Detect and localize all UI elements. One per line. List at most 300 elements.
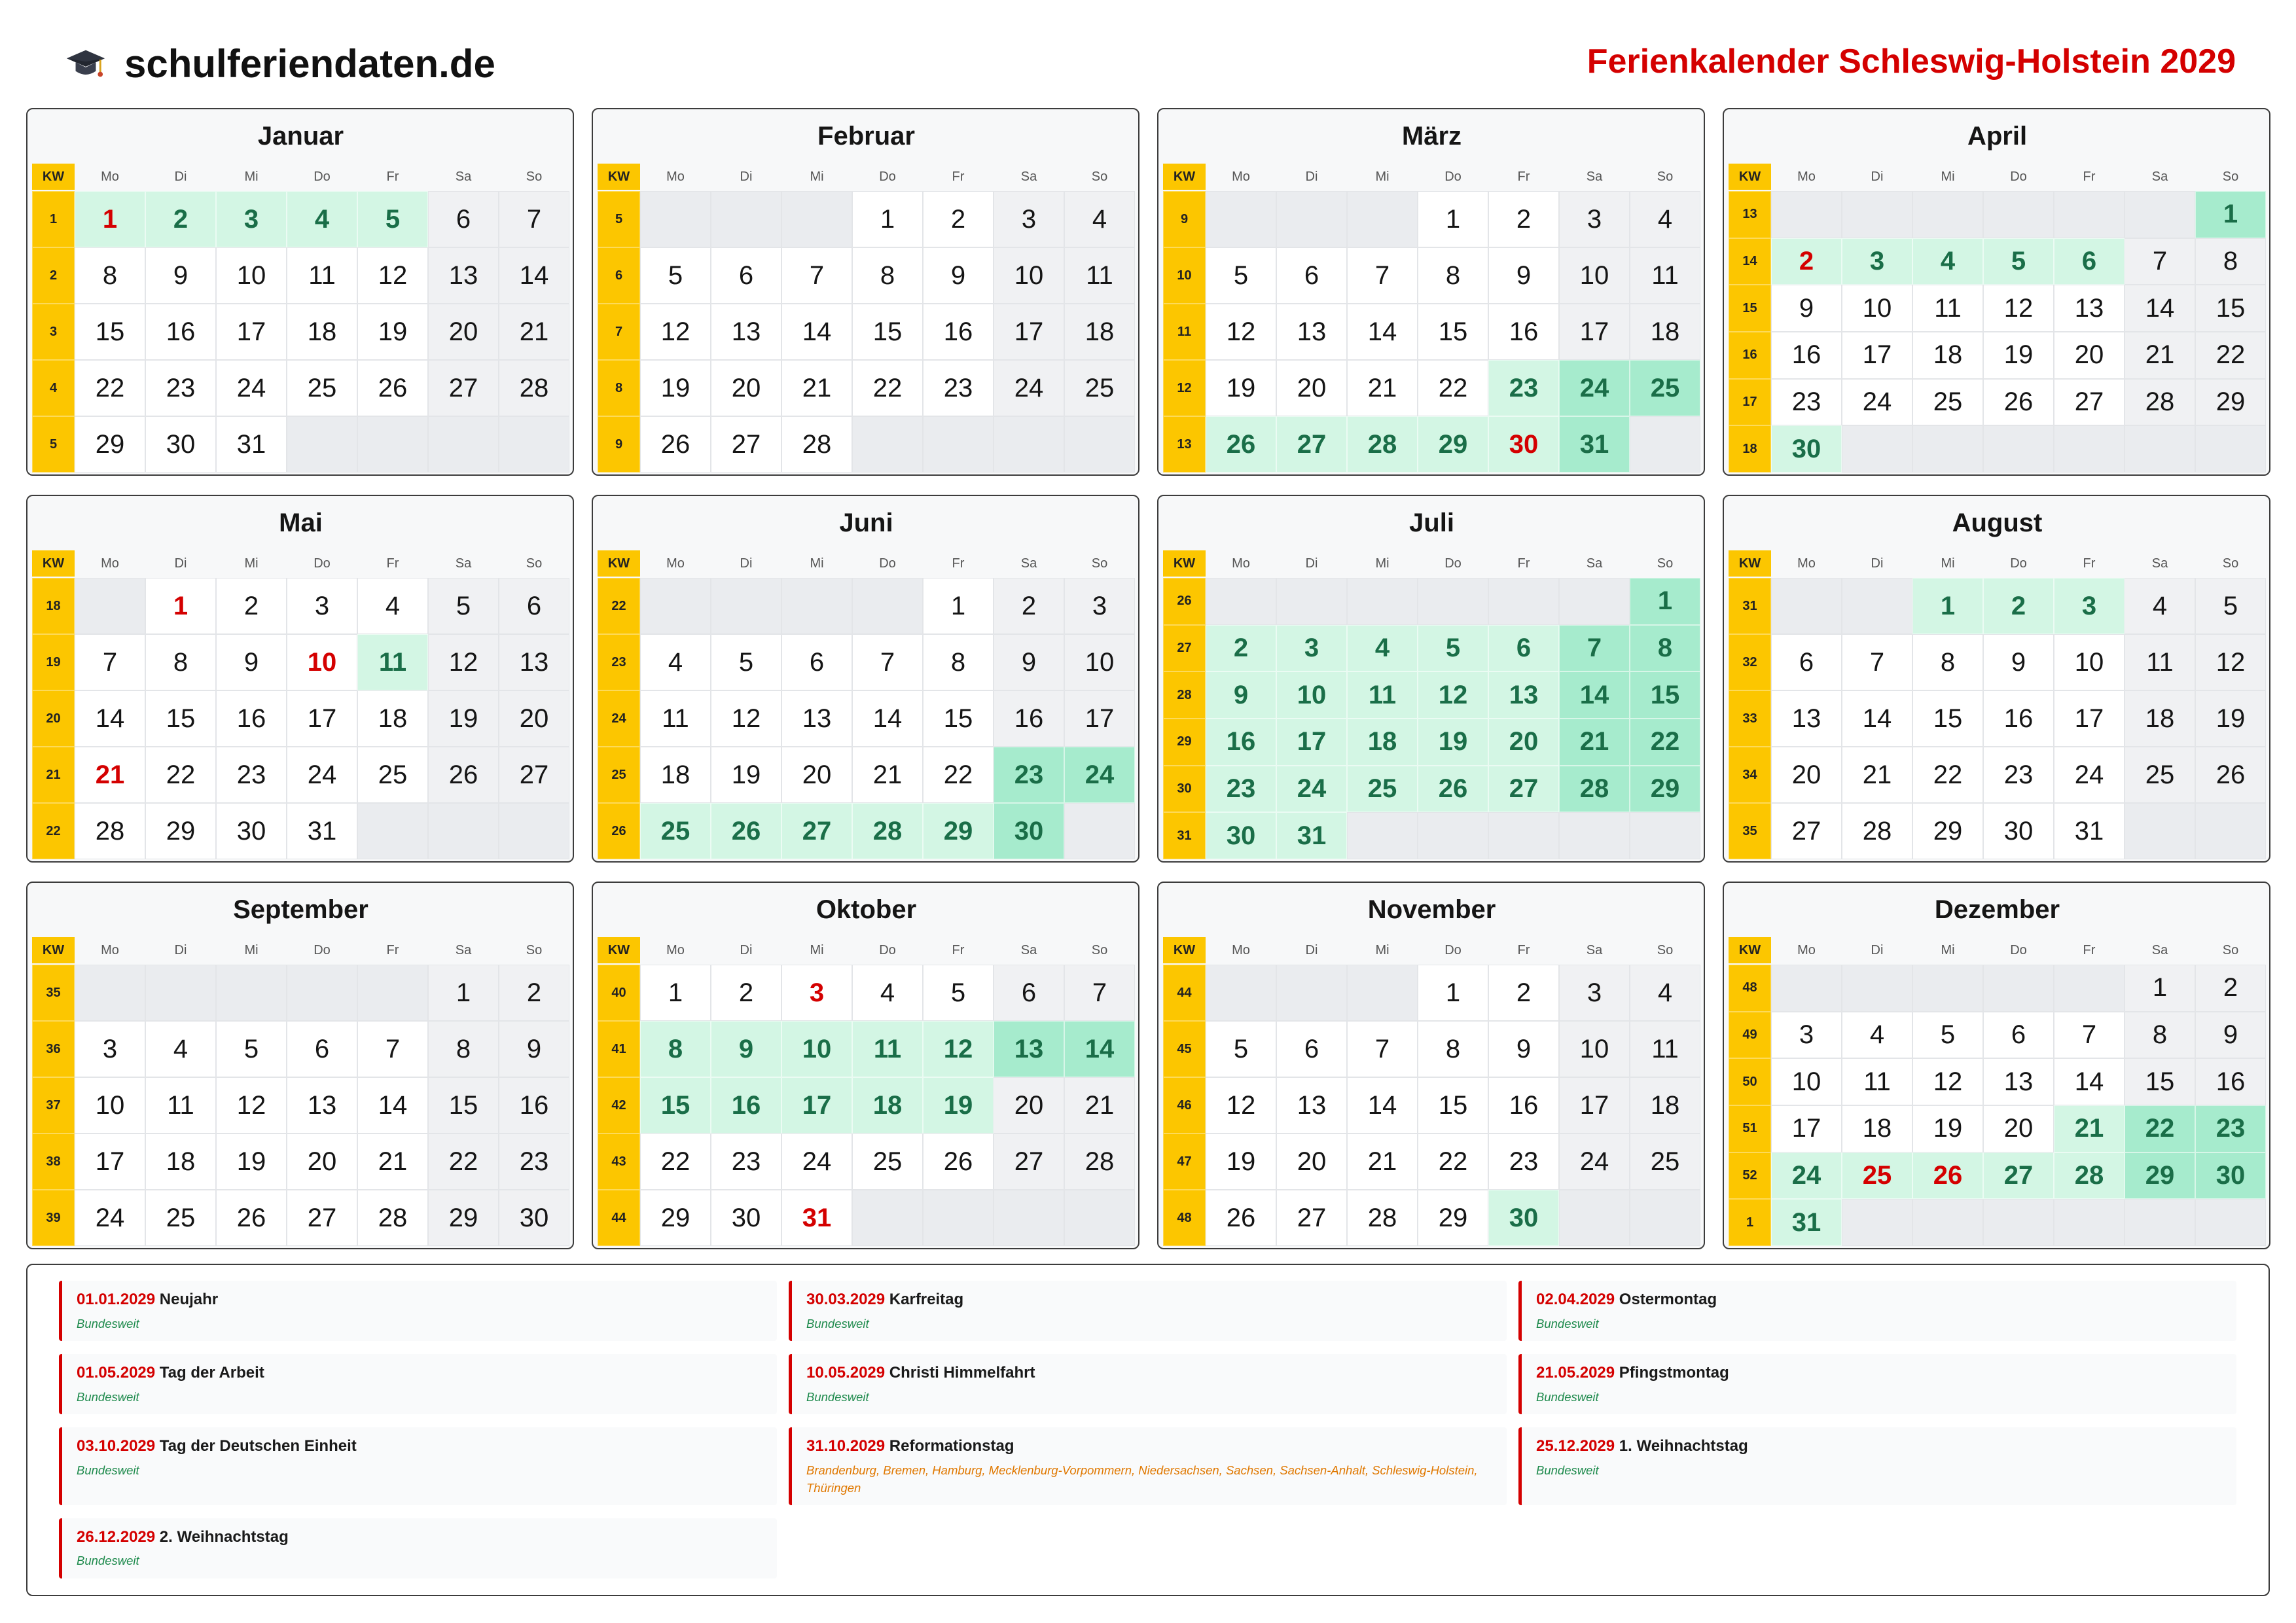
- vacation-day-cell: 29: [2125, 1152, 2195, 1200]
- day-cell: 26: [216, 1190, 287, 1246]
- weekday-header: So: [1657, 942, 1674, 957]
- holiday-heading: [77, 1528, 772, 1546]
- week-number: 35: [1729, 803, 1771, 859]
- day-cell: 25: [1064, 360, 1135, 416]
- day-cell: 8: [1418, 1021, 1488, 1077]
- empty-day-cell: [852, 1190, 923, 1246]
- day-cell: 5: [923, 965, 994, 1021]
- day-cell: 4: [1630, 191, 1700, 247]
- day-cell: 26: [428, 747, 499, 803]
- vacation-day-cell: 15: [640, 1077, 711, 1133]
- empty-day-cell: [1983, 965, 2054, 1012]
- holiday-entry: [1518, 1281, 2236, 1341]
- day-cell: 6: [1771, 634, 1842, 690]
- day-cell: 17: [287, 690, 357, 747]
- day-cell: 16: [1488, 304, 1559, 360]
- day-cell: 22: [1912, 747, 1983, 803]
- weekday-header: Mi: [1375, 942, 1390, 957]
- brand-name: schulferiendaten.de: [124, 42, 495, 86]
- vacation-day-cell: 6: [1488, 625, 1559, 672]
- empty-day-cell: [1276, 965, 1347, 1021]
- public-holiday-day-cell: 10: [287, 634, 357, 690]
- empty-day-cell: [1347, 191, 1418, 247]
- day-cell: 29: [640, 1190, 711, 1246]
- day-cell: 2: [994, 578, 1064, 634]
- weekday-header-row: [32, 550, 569, 577]
- day-cell: 23: [145, 360, 216, 416]
- empty-day-cell: [357, 965, 428, 1021]
- weekday-header-row: [598, 164, 1135, 190]
- day-cell: 21: [357, 1133, 428, 1190]
- day-cell: 5: [216, 1021, 287, 1077]
- day-cell: 16: [499, 1077, 569, 1133]
- day-cell: 21: [1347, 360, 1418, 416]
- month-title: Mai: [279, 508, 323, 537]
- day-cell: 9: [145, 247, 216, 304]
- day-cell: 5: [428, 578, 499, 634]
- day-cell: 23: [1771, 379, 1842, 426]
- empty-day-cell: [2125, 425, 2195, 473]
- holiday-region: Bundesweit: [77, 1316, 139, 1330]
- month-card: [592, 108, 1139, 476]
- day-cell: 12: [2195, 634, 2266, 690]
- day-cell: 14: [499, 247, 569, 304]
- empty-day-cell: [499, 803, 569, 859]
- weekday-header: Fr: [386, 556, 399, 571]
- day-cell: 15: [1418, 1077, 1488, 1133]
- day-cell: 2: [923, 191, 994, 247]
- vacation-day-cell: 26: [1206, 416, 1276, 473]
- weekday-header: Fr: [386, 942, 399, 957]
- day-cell: 29: [1418, 1190, 1488, 1246]
- weekday-header-row: [1163, 937, 1700, 963]
- week-number: 23: [598, 634, 640, 690]
- kw-header: KW: [32, 164, 75, 190]
- month-title: November: [1367, 895, 1496, 924]
- weekday-header: So: [2222, 942, 2239, 957]
- day-cell: 16: [923, 304, 994, 360]
- weekday-header-row: [1729, 550, 2266, 577]
- week-number: 21: [32, 747, 75, 803]
- day-cell: 27: [2054, 379, 2125, 426]
- day-cell: 26: [357, 360, 428, 416]
- holiday-region: Bundesweit: [1536, 1389, 1599, 1404]
- public-holiday-day-cell: 21: [75, 747, 145, 803]
- empty-day-cell: [1842, 425, 1912, 473]
- weekday-header: Di: [1305, 942, 1318, 957]
- day-cell: 2: [216, 578, 287, 634]
- day-cell: 29: [75, 416, 145, 473]
- day-cell: 19: [1206, 1133, 1276, 1190]
- day-cell: 13: [2054, 285, 2125, 332]
- empty-day-cell: [499, 416, 569, 473]
- month-days: [598, 578, 1135, 859]
- day-cell: 17: [1771, 1105, 1842, 1152]
- day-cell: 2: [711, 965, 781, 1021]
- weekday-header: Di: [740, 169, 753, 184]
- day-cell: 26: [923, 1133, 994, 1190]
- weekday-header: Di: [1305, 169, 1318, 184]
- day-cell: 16: [145, 304, 216, 360]
- vacation-day-cell: 11: [852, 1021, 923, 1077]
- day-cell: 8: [923, 634, 994, 690]
- day-cell: 6: [1983, 1012, 2054, 1059]
- day-cell: 3: [75, 1021, 145, 1077]
- vacation-day-cell: 25: [1347, 766, 1418, 813]
- kw-header: KW: [598, 937, 640, 963]
- public-holiday-day-cell: 1: [75, 191, 145, 247]
- day-cell: 4: [145, 1021, 216, 1077]
- week-number: 47: [1163, 1133, 1206, 1190]
- vacation-day-cell: 23: [1206, 766, 1276, 813]
- empty-day-cell: [1347, 578, 1418, 625]
- day-cell: 21: [2125, 332, 2195, 379]
- vacation-day-cell: 24: [1276, 766, 1347, 813]
- day-cell: 17: [1064, 690, 1135, 747]
- holiday-entry: [789, 1427, 1507, 1505]
- day-cell: 1: [2125, 965, 2195, 1012]
- day-cell: 29: [1912, 803, 1983, 859]
- week-number: 10: [1163, 247, 1206, 304]
- weekday-header: So: [2222, 556, 2239, 571]
- empty-day-cell: [1064, 1190, 1135, 1246]
- weekday-header: Fr: [952, 169, 965, 184]
- empty-day-cell: [2195, 1199, 2266, 1246]
- day-cell: 30: [499, 1190, 569, 1246]
- month-days: [1729, 965, 2266, 1246]
- vacation-day-cell: 26: [711, 803, 781, 859]
- weekday-header: Sa: [1586, 556, 1603, 571]
- vacation-day-cell: 5: [1983, 238, 2054, 285]
- week-number: 44: [1163, 965, 1206, 1021]
- month-title: März: [1401, 122, 1462, 151]
- day-cell: 10: [216, 247, 287, 304]
- weekday-header: Do: [2010, 942, 2027, 957]
- week-number: 26: [1163, 578, 1206, 625]
- week-number: 5: [32, 416, 75, 473]
- week-number: 6: [598, 247, 640, 304]
- day-cell: 27: [1771, 803, 1842, 859]
- weekday-header: Mi: [1941, 942, 1955, 957]
- day-cell: 9: [1488, 1021, 1559, 1077]
- day-cell: 1: [640, 965, 711, 1021]
- vacation-day-cell: 21: [1559, 719, 1630, 766]
- vacation-day-cell: 30: [2195, 1152, 2266, 1200]
- vacation-day-cell: 6: [2054, 238, 2125, 285]
- day-cell: 18: [640, 747, 711, 803]
- empty-day-cell: [1206, 965, 1276, 1021]
- day-cell: 5: [2195, 578, 2266, 634]
- day-cell: 13: [499, 634, 569, 690]
- day-cell: 29: [428, 1190, 499, 1246]
- day-cell: 18: [1912, 332, 1983, 379]
- day-cell: 13: [1983, 1058, 2054, 1105]
- vacation-day-cell: 9: [1206, 671, 1276, 719]
- vacation-day-cell: 22: [2125, 1105, 2195, 1152]
- day-cell: 3: [1559, 965, 1630, 1021]
- day-cell: 12: [428, 634, 499, 690]
- weekday-header: Mo: [1797, 556, 1816, 571]
- empty-day-cell: [2125, 803, 2195, 859]
- empty-day-cell: [216, 965, 287, 1021]
- weekday-header: Di: [174, 942, 187, 957]
- day-cell: 21: [852, 747, 923, 803]
- week-number: 1: [32, 191, 75, 247]
- week-number: 17: [1729, 379, 1771, 426]
- weekday-header-row: [1729, 164, 2266, 190]
- day-cell: 19: [2195, 690, 2266, 747]
- vacation-day-cell: 25: [1630, 360, 1700, 416]
- empty-day-cell: [1418, 578, 1488, 625]
- empty-day-cell: [1771, 578, 1842, 634]
- vacation-day-cell: 11: [1347, 671, 1418, 719]
- week-number: 20: [32, 690, 75, 747]
- vacation-day-cell: 13: [994, 1021, 1064, 1077]
- empty-day-cell: [2054, 965, 2125, 1012]
- day-cell: 10: [1064, 634, 1135, 690]
- day-cell: 31: [216, 416, 287, 473]
- day-cell: 22: [923, 747, 994, 803]
- weekday-header: Do: [314, 556, 331, 571]
- week-number: 1: [1729, 1199, 1771, 1246]
- week-number: 5: [598, 191, 640, 247]
- day-cell: 20: [2054, 332, 2125, 379]
- empty-day-cell: [923, 1190, 994, 1246]
- vacation-day-cell: 18: [1347, 719, 1418, 766]
- day-cell: 7: [1347, 247, 1418, 304]
- weekday-header: So: [526, 556, 543, 571]
- day-cell: 10: [1771, 1058, 1842, 1105]
- day-cell: 18: [357, 690, 428, 747]
- weekday-header-row: [598, 550, 1135, 577]
- empty-day-cell: [428, 416, 499, 473]
- day-cell: 10: [1842, 285, 1912, 332]
- day-cell: 22: [75, 360, 145, 416]
- day-cell: 13: [711, 304, 781, 360]
- weekday-header: So: [526, 942, 543, 957]
- vacation-day-cell: 29: [923, 803, 994, 859]
- day-cell: 17: [75, 1133, 145, 1190]
- day-cell: 19: [1912, 1105, 1983, 1152]
- holiday-region: Bundesweit: [806, 1316, 869, 1330]
- empty-day-cell: [2125, 191, 2195, 238]
- day-cell: 29: [145, 803, 216, 859]
- week-number: 50: [1729, 1058, 1771, 1105]
- holiday-name: 1. Weihnachtstag: [1619, 1437, 1748, 1455]
- week-number: 52: [1729, 1152, 1771, 1200]
- weekday-header-row: [1729, 937, 2266, 963]
- day-cell: 7: [852, 634, 923, 690]
- day-cell: 9: [1771, 285, 1842, 332]
- kw-header: KW: [1729, 164, 1771, 190]
- day-cell: 12: [640, 304, 711, 360]
- empty-day-cell: [1488, 578, 1559, 625]
- weekday-header: Di: [1305, 556, 1318, 571]
- empty-day-cell: [1842, 1199, 1912, 1246]
- weekday-header: Fr: [386, 169, 399, 184]
- day-cell: 4: [1842, 1012, 1912, 1059]
- day-cell: 5: [1206, 247, 1276, 304]
- day-cell: 4: [357, 578, 428, 634]
- day-cell: 9: [2195, 1012, 2266, 1059]
- day-cell: 2: [1488, 965, 1559, 1021]
- month-days: [1163, 578, 1700, 859]
- day-cell: 12: [1912, 1058, 1983, 1105]
- weekday-header: Mo: [666, 556, 685, 571]
- day-cell: 27: [428, 360, 499, 416]
- holiday-heading: [1536, 1437, 2231, 1455]
- empty-day-cell: [1630, 1190, 1700, 1246]
- day-cell: 15: [1418, 304, 1488, 360]
- day-cell: 12: [711, 690, 781, 747]
- day-cell: 28: [1347, 1190, 1418, 1246]
- empty-day-cell: [852, 578, 923, 634]
- vacation-day-cell: 19: [1418, 719, 1488, 766]
- empty-day-cell: [1983, 1199, 2054, 1246]
- day-cell: 30: [216, 803, 287, 859]
- vacation-day-cell: 16: [711, 1077, 781, 1133]
- vacation-day-cell: 27: [781, 803, 852, 859]
- weekday-header: Mo: [101, 169, 119, 184]
- month-card: [1157, 108, 1705, 476]
- day-cell: 19: [640, 360, 711, 416]
- day-cell: 4: [1064, 191, 1135, 247]
- week-number: 18: [32, 578, 75, 634]
- weekday-header: So: [1657, 169, 1674, 184]
- day-cell: 10: [75, 1077, 145, 1133]
- vacation-day-cell: 31: [1276, 812, 1347, 859]
- vacation-day-cell: 24: [1064, 747, 1135, 803]
- kw-header: KW: [1163, 937, 1206, 963]
- holiday-entry: [1518, 1354, 2236, 1414]
- month-title: Februar: [817, 122, 915, 151]
- month-card: [592, 495, 1139, 863]
- vacation-day-cell: 31: [1559, 416, 1630, 473]
- holiday-region: Bundesweit: [1536, 1463, 1599, 1477]
- day-cell: 25: [357, 747, 428, 803]
- day-cell: 30: [145, 416, 216, 473]
- day-cell: 16: [1488, 1077, 1559, 1133]
- empty-day-cell: [1983, 191, 2054, 238]
- week-number: 11: [1163, 304, 1206, 360]
- day-cell: 18: [1630, 304, 1700, 360]
- vacation-day-cell: 18: [852, 1077, 923, 1133]
- week-number: 22: [598, 578, 640, 634]
- day-cell: 6: [287, 1021, 357, 1077]
- holiday-legend: [26, 1264, 2270, 1596]
- week-number: 12: [1163, 360, 1206, 416]
- day-cell: 23: [499, 1133, 569, 1190]
- weekday-header: Di: [1871, 942, 1884, 957]
- empty-day-cell: [2054, 1199, 2125, 1246]
- day-cell: 11: [1064, 247, 1135, 304]
- day-cell: 7: [2125, 238, 2195, 285]
- day-cell: 17: [994, 304, 1064, 360]
- day-cell: 3: [1771, 1012, 1842, 1059]
- day-cell: 9: [923, 247, 994, 304]
- week-number: 16: [1729, 332, 1771, 379]
- vacation-day-cell: 5: [357, 191, 428, 247]
- empty-day-cell: [1347, 965, 1418, 1021]
- day-cell: 28: [75, 803, 145, 859]
- empty-day-cell: [2125, 1199, 2195, 1246]
- public-holiday-day-cell: 3: [781, 965, 852, 1021]
- vacation-day-cell: 14: [1559, 671, 1630, 719]
- day-cell: 7: [1842, 634, 1912, 690]
- weekday-header: Sa: [1586, 169, 1603, 184]
- weekday-header: Sa: [2151, 169, 2168, 184]
- empty-day-cell: [357, 416, 428, 473]
- holiday-region: Bundesweit: [806, 1389, 869, 1404]
- day-cell: 12: [1206, 304, 1276, 360]
- day-cell: 9: [499, 1021, 569, 1077]
- week-number: 38: [32, 1133, 75, 1190]
- weekday-header: So: [1657, 556, 1674, 571]
- week-number: 8: [598, 360, 640, 416]
- day-cell: 6: [499, 578, 569, 634]
- day-cell: 7: [781, 247, 852, 304]
- day-cell: 6: [428, 191, 499, 247]
- week-number: 2: [32, 247, 75, 304]
- empty-day-cell: [145, 965, 216, 1021]
- day-cell: 13: [1771, 690, 1842, 747]
- vacation-day-cell: 17: [1276, 719, 1347, 766]
- day-cell: 11: [1630, 247, 1700, 304]
- month-days: [598, 965, 1135, 1246]
- month-title: Oktober: [816, 895, 917, 924]
- holiday-name: Pfingstmontag: [1619, 1364, 1729, 1382]
- holiday-name: Karfreitag: [889, 1291, 964, 1308]
- week-number: 9: [1163, 191, 1206, 247]
- empty-day-cell: [1347, 812, 1418, 859]
- empty-day-cell: [1276, 191, 1347, 247]
- week-number: 31: [1729, 578, 1771, 634]
- day-cell: 18: [1842, 1105, 1912, 1152]
- weekday-header: Do: [879, 942, 896, 957]
- week-number: 3: [32, 304, 75, 360]
- vacation-day-cell: 13: [1488, 671, 1559, 719]
- day-cell: 6: [994, 965, 1064, 1021]
- day-cell: 11: [1842, 1058, 1912, 1105]
- day-cell: 16: [216, 690, 287, 747]
- vacation-day-cell: 30: [1771, 425, 1842, 473]
- day-cell: 2: [2195, 965, 2266, 1012]
- weekday-header: Mo: [666, 942, 685, 957]
- day-cell: 20: [994, 1077, 1064, 1133]
- day-cell: 21: [1347, 1133, 1418, 1190]
- day-cell: 15: [852, 304, 923, 360]
- day-cell: 17: [216, 304, 287, 360]
- week-number: 9: [598, 416, 640, 473]
- kw-header: KW: [1729, 550, 1771, 577]
- day-cell: 9: [1983, 634, 2054, 690]
- week-number: 37: [32, 1077, 75, 1133]
- kw-header: KW: [598, 164, 640, 190]
- vacation-day-cell: 23: [994, 747, 1064, 803]
- day-cell: 26: [1983, 379, 2054, 426]
- day-cell: 2: [499, 965, 569, 1021]
- day-cell: 18: [1064, 304, 1135, 360]
- empty-day-cell: [923, 416, 994, 473]
- empty-day-cell: [1912, 1199, 1983, 1246]
- day-cell: 27: [499, 747, 569, 803]
- day-cell: 15: [145, 690, 216, 747]
- day-cell: 16: [1771, 332, 1842, 379]
- month-card: [26, 495, 574, 863]
- weekday-header: Mo: [1232, 942, 1250, 957]
- day-cell: 8: [75, 247, 145, 304]
- holiday-legend-grid: [59, 1281, 2236, 1578]
